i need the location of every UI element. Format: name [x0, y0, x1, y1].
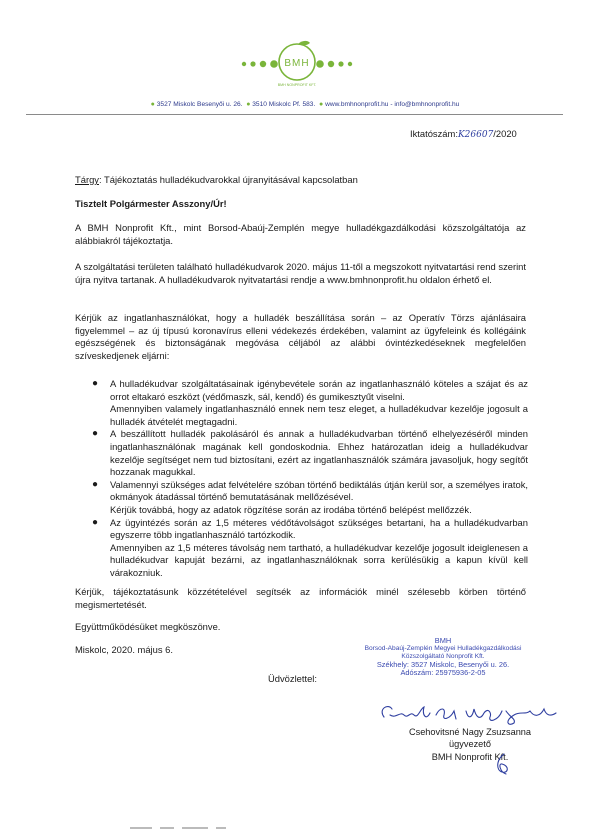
precaution-list	[90, 378, 528, 580]
stamp-line: Közszolgáltató Nonprofit Kft.	[401, 653, 485, 660]
contact-address: 3527 Miskolc Besenyői u. 26.	[156, 101, 243, 108]
thanks-line: Együttműködésüket megköszönve.	[75, 621, 221, 632]
mailbox-icon: ●	[246, 101, 251, 108]
list-item-text: Amennyiben az 1,5 méteres távolság nem tartható, a hulladékudvar kezelője jogosult ideiglenesen a hulladékudvar kapuját bezárni, az ingatlanhasználóknak sorra kerülésükig a kapun kívül kell várakozniuk.	[110, 541, 528, 578]
list-item	[90, 479, 528, 517]
bullet-icon: ●	[92, 378, 99, 389]
bmh-logo	[232, 38, 362, 88]
list-item-text: A beszállított hulladék pakolásáról és annak a hulladékudvarban történő elhelyezéséről minden ingatlanhasználónak magának kell gondoskodnia. Ehhez határozatlan ideig a hulladékudvar kezelője segítséget nem tud biztosítani, ezért az ingatlanhasználók számára javasoljuk, hogy segítőt hozzanak magukkal.	[110, 428, 528, 478]
reference-number	[410, 128, 517, 142]
subject-line	[75, 174, 535, 187]
contact-po-box: 3510 Miskolc Pf. 583.	[252, 101, 316, 108]
company-stamp	[338, 637, 548, 677]
contact-web[interactable]: www.bmhnonprofit.hu	[325, 101, 389, 108]
stamp-line: Borsod-Abaúj-Zemplén Megyei Hulladékgazdálkodási	[364, 645, 522, 652]
list-item	[90, 517, 528, 580]
bullet-icon: ●	[92, 478, 99, 490]
list-item	[90, 428, 528, 478]
footer-marks	[130, 826, 250, 830]
paragraph-intro: A BMH Nonprofit Kft., mint Borsod-Abaúj-Zemplén megye hulladékgazdálkodási közszolgáltatója az alábbiakról tájékoztatja.	[75, 222, 526, 246]
web-icon: ●	[318, 101, 324, 108]
stamp-line: Székhely: 3527 Miskolc, Besenyői u. 26.	[376, 660, 510, 669]
logo-subtext: BMH NONPROFIT KFT.	[277, 83, 317, 87]
stamp-line: BMH	[434, 636, 452, 645]
closing-paragraph: Kérjük, tájékoztatásunk közzétételével segítsék az információk minél szélesebb körben történő megismertetését.	[75, 586, 526, 610]
paragraph-request: Kérjük az ingatlanhasználókat, hogy a hulladék beszállítása során – az Operatív Törzs ajánlásaira figyelemmel – az új típusú koronavírus elleni védekezés érdekében, valamint az ügyfeleink és kollégáink egészségének és biztonságának megóvása céljából az alábbi óvintézkedéseknek megfelelően szíveskedjenek eljárni:	[75, 312, 526, 361]
salutation: Tisztelt Polgármester Asszony/Úr!	[75, 198, 227, 209]
place-date: Miskolc, 2020. május 6.	[75, 644, 173, 655]
list-item	[90, 378, 528, 428]
list-item-text: Az ügyintézés során az 1,5 méteres védőtávolságot szükséges betartani, ha a hulladékudvarban egyszerre több ingatlanhasználó tartózkodik.	[110, 516, 528, 541]
subject-label: Tárgy	[75, 174, 99, 185]
signer-title: ügyvezető	[449, 739, 491, 750]
signer-name: Csehovitsné Nagy Zsuzsanna	[408, 727, 532, 737]
bullet-icon: ●	[92, 516, 99, 528]
logo-text: BMH	[284, 58, 310, 69]
subject-text: : Tájékoztatás hulladékudvarokkal újranyitásával kapcsolatban	[98, 174, 358, 185]
signer-block	[400, 726, 540, 763]
stamp-line: Adószám: 25975936-2-05	[400, 668, 486, 677]
signer-company: BMH Nonprofit Kft.	[431, 751, 509, 762]
paragraph-opening: A szolgáltatási területen található hulladékudvarok 2020. május 11-től a megszokott nyitvatartási rend szerint újra nyitva tartanak. A hulladékudvarok nyitvatartási rendje a www.bmhnonprofit.hu oldalon érhető el.	[75, 261, 526, 285]
regards: Üdvözlettel:	[268, 673, 317, 684]
handwritten-signature	[370, 699, 560, 729]
bullet-icon: ●	[92, 428, 99, 440]
list-item-text: Valamennyi szükséges adat felvételére szóban történő bediktálás útján kerül sor, a személyes iratok, okmányok átadással történő bemutatásának mellőzésével.	[110, 478, 528, 503]
contact-email[interactable]: info@bmhnonprofit.hu	[394, 101, 460, 108]
contact-line: ● 3527 Miskolc Besenyői u. 26. ● 3510 Miskolc Pf. 583. ● www.bmhnonprofit.hu - info@bmhnonprofit.hu	[150, 101, 460, 108]
reference-label: Iktatószám:	[410, 128, 458, 139]
address-icon: ●	[150, 101, 155, 108]
list-item-text: Amennyiben valamely ingatlanhasználó ennek nem tesz eleget, a hulladékudvar kezelője jogosult a hulladék átvételét megtagadni.	[110, 403, 528, 427]
initial-mark	[492, 752, 512, 776]
reference-year: /2020	[493, 128, 517, 139]
reference-handwritten: K26607	[457, 130, 494, 140]
list-item-text: A hulladékudvar szolgáltatásainak igénybevétele során az ingatlanhasználó köteles a szájat és az orrot eltakaró eszközt (védőmaszk, sál, kendő) és gumikesztyűt viselni.	[110, 378, 528, 402]
list-item-text: Kérjük továbbá, hogy az adatok rögzítése során az irodába történő belépést mellőzzék.	[110, 503, 472, 515]
header-divider	[26, 114, 563, 115]
